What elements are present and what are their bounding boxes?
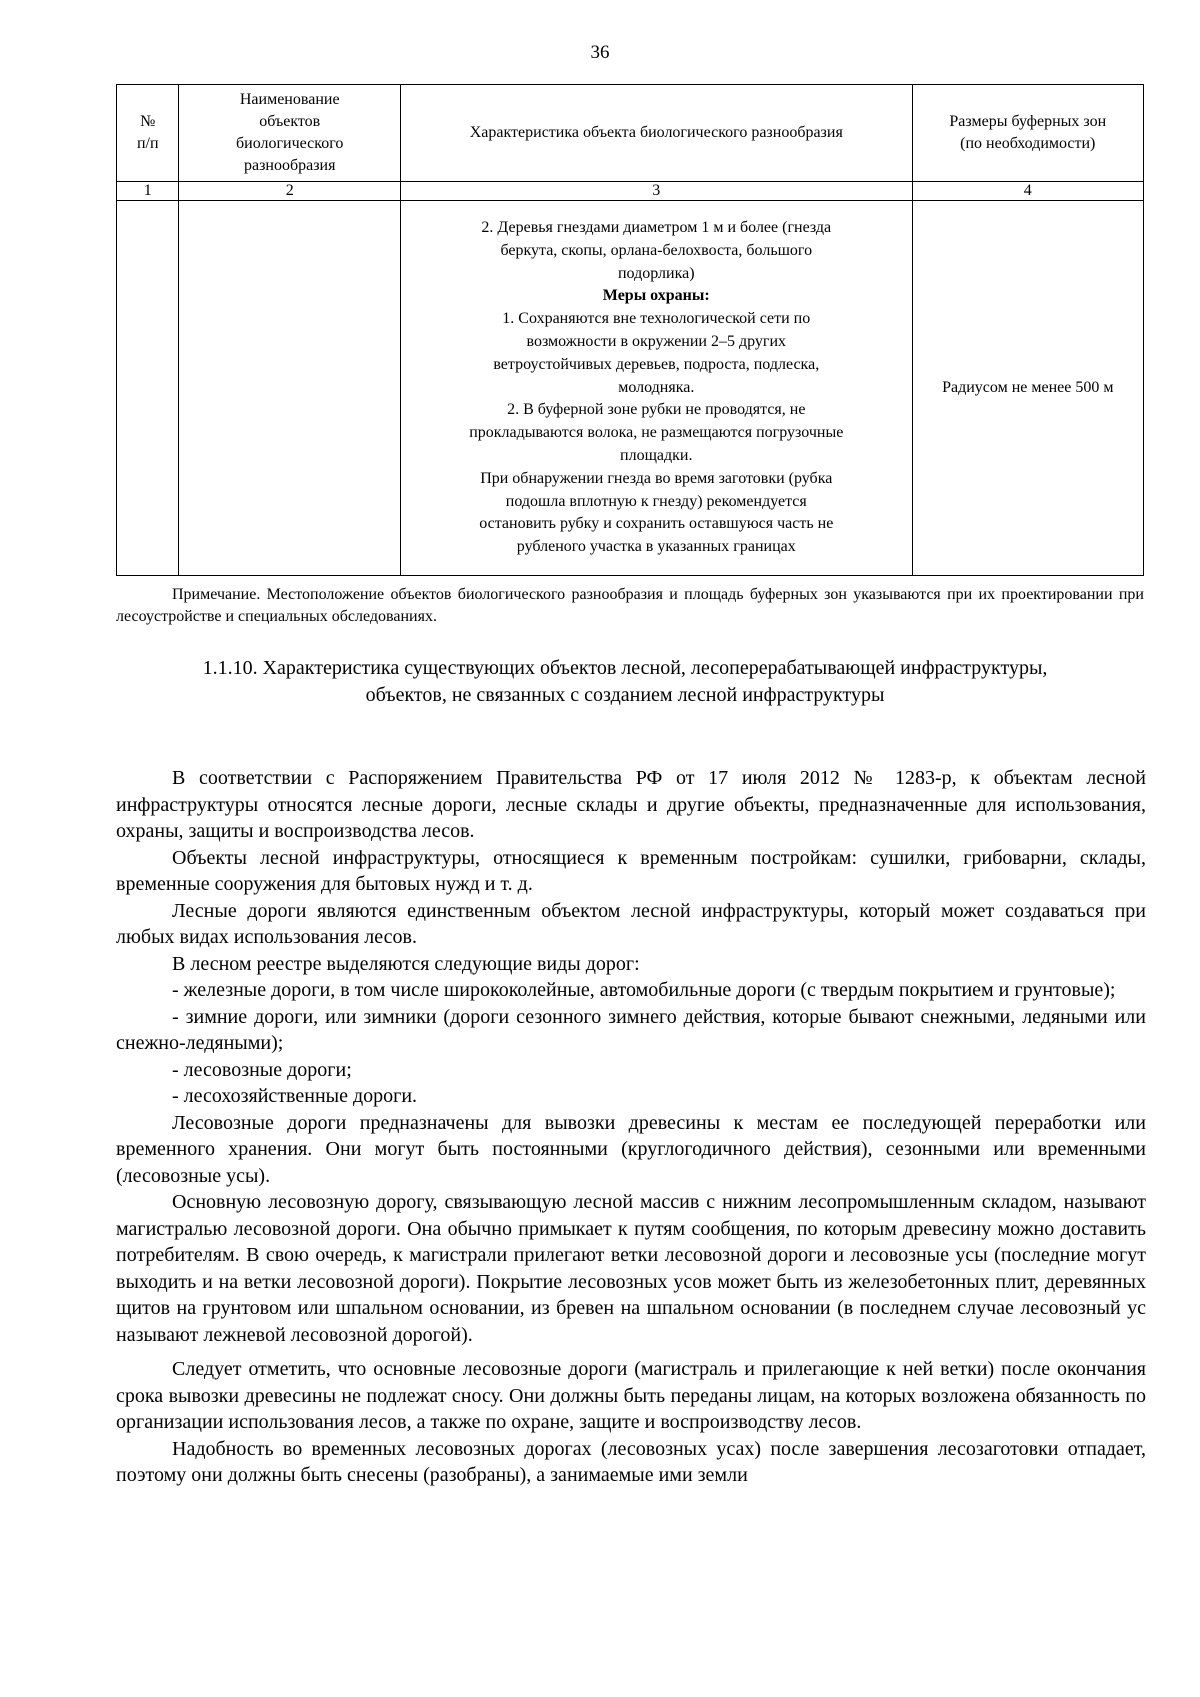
paragraph: Лесовозные дороги предназначены для вывозки древесины к местам ее последующей переработки или временного хранения. Они могут быть постоянными (круглогодичного действия), сезонными или временными (лесовозные усы). (116, 1111, 1146, 1187)
header-number: № п/п (117, 85, 179, 182)
column-number: 4 (912, 182, 1143, 201)
header-object-name: Наименование объектов биологического разнообразия (179, 85, 401, 182)
list-item: - лесохозяйственные дороги. (172, 1085, 418, 1107)
section-title: 1.1.10. Характеристика существующих объектов лесной, лесоперерабатывающей инфраструктуры, объектов, не связанных с созданием лесной инфраструктуры (202, 657, 1048, 706)
paragraph: В соответствии с Распоряжением Правительства РФ от 17 июля 2012 № 1283-р, к объектам лесной инфраструктуры относятся лесные дороги, лесные склады и другие объекты, предназначенные для использования, охраны, защиты и воспроизводства лесов. (116, 767, 1146, 842)
paragraph: Основную лесовозную дорогу, связывающую лесной массив с нижним лесопромышленным складом, называют магистралью лесовозной дороги. Она обычно примыкает к путям сообщения, по которым древесину можно доставить потребителям. В свою очередь, к магистрали прилегают ветки лесовозной дороги и лесовозные усы (последние могут выходить и на ветки лесовозной дороги). Покрытие лесовозных усов может быть из железобетонных плит, деревянных щитов на грунтовом или шпальном основании, из бревен на шпальном основании (в последнем случае лесовозный ус называют лежневой лесовозной дорогой). (116, 1191, 1146, 1346)
paragraph: В лесном реестре выделяются следующие виды дорог: (172, 952, 640, 975)
column-number: 2 (179, 182, 401, 201)
paragraph: Надобность во временных лесовозных дорогах (лесовозных усах) после завершения лесозаготовки отпадает, поэтому они должны быть снесены (разобраны), а занимаемые ими земли (116, 1437, 1146, 1486)
body-text (116, 765, 1146, 1489)
table-note: Примечание. Местоположение объектов биологического разнообразия и площадь буферных зон указываются при их проектировании при лесоустройстве и специальных обследованиях. (116, 586, 1144, 625)
row-buffer-zone-cell: Радиусом не менее 500 м (912, 201, 1143, 576)
paragraph: Объекты лесной инфраструктуры, относящиеся к временным постройкам: сушилки, грибоварни, склады, временные сооружения для бытовых нужд и т. д. (116, 846, 1146, 895)
protection-measures-heading: Меры охраны: (602, 287, 710, 305)
header-buffer-zone: Размеры буферных зон (по необходимости) (912, 85, 1143, 182)
page-number: 36 (590, 42, 610, 63)
paragraph: Лесные дороги являются единственным объектом лесной инфраструктуры, который может создаваться при любых видах использования лесов. (116, 899, 1146, 948)
list-item: - лесовозные дороги; (172, 1058, 352, 1081)
table-header-row (117, 85, 1144, 182)
column-number-row (117, 182, 1144, 201)
list-item: - железные дороги, в том числе ширококолейные, автомобильные дороги (с твердым покрытием и грунтовые); (172, 979, 1116, 1001)
column-number: 3 (400, 182, 912, 201)
column-number: 1 (117, 182, 179, 201)
list-item: - зимние дороги, или зимники (дороги сезонного зимнего действия, которые бывают снежными, ледяными или снежно-ледяными); (116, 1005, 1146, 1054)
header-characteristic: Характеристика объекта биологического разнообразия (400, 85, 912, 182)
table-row (117, 201, 1144, 576)
biodiversity-table (116, 84, 1144, 576)
row-characteristic-cell: 2. Деревья гнездами диаметром 1 м и более (гнезда беркута, скопы, орлана-белохвоста, большого подорлика) Меры охраны: 1. Сохраняются вне технологической сети по возможности в окружении 2–5 других ветроустойчивых деревьев, подроста, подлеска, молодняка. 2. В буферной зоне рубки не проводятся, не прокладываются волока, не размещаются погрузочные площадки. При обнаружении гнезда во время заготовки (рубка подошла вплотную к гнезду) рекомендуется остановить рубку и сохранить оставшуюся часть не рубленого участка в указанных границах (400, 201, 912, 576)
paragraph: Следует отметить, что основные лесовозные дороги (магистраль и прилегающие к ней ветки) после окончания срока вывозки древесины не подлежат сносу. Они должны быть переданы лицам, на которых возложена обязанность по организации использования лесов, а также по охране, защите и воспроизводству лесов. (116, 1358, 1146, 1433)
row-object-name-cell (179, 201, 401, 576)
row-number-cell (117, 201, 179, 576)
